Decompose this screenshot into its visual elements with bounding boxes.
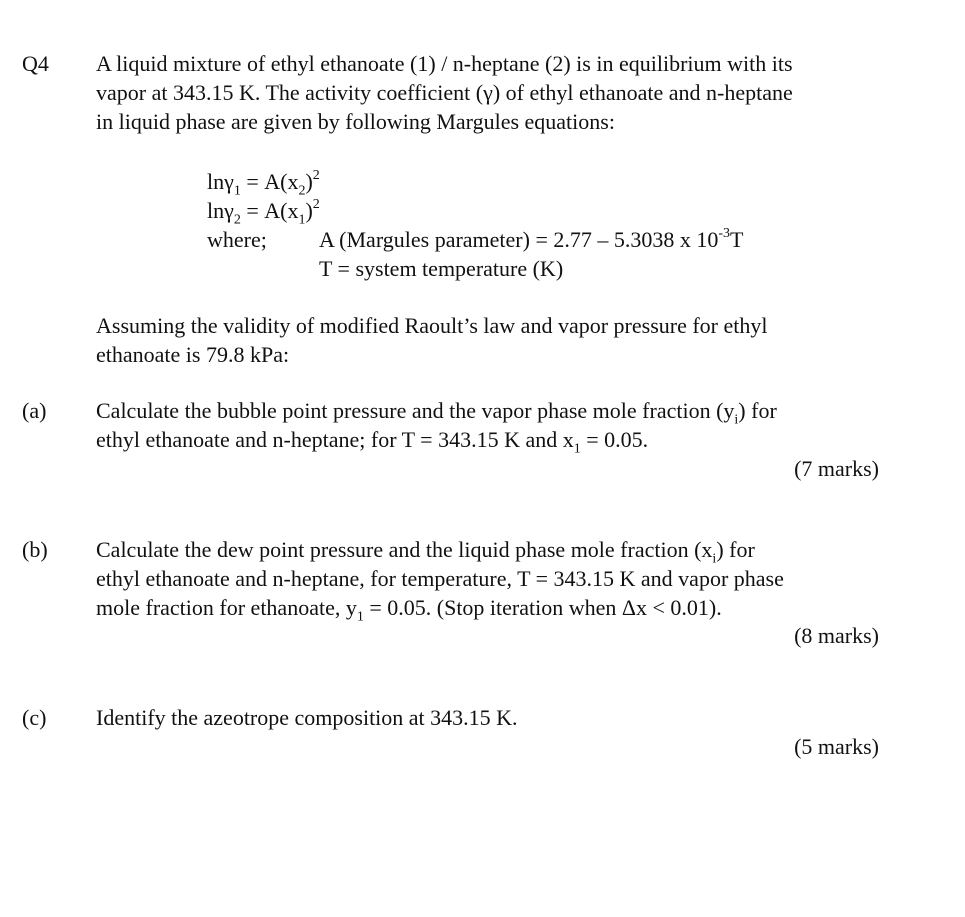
question-intro: [96, 49, 896, 136]
part-a-label: (a): [22, 398, 47, 423]
where-line-A: where; A (Margules parameter) = 2.77 – 5.3038 x $10^{-3}T$: [207, 225, 744, 252]
assumption: [96, 311, 896, 369]
intro-line-1: A liquid mixture of ethyl ethanoate (1) / n-heptane (2) is in equilibrium with its: [96, 51, 793, 76]
part-c-text: Identify the azeotrope composition at 343.15 K.: [96, 705, 518, 730]
part-a-text: Calculate the bubble point pressure and the vapor phase mole fraction $(y_i)$ for ethyl ethanoate and n-heptane; for T = 343.15 K and $x_1 = 0.05$.: [96, 398, 777, 457]
equation-1: $\ln\gamma_1 = A(x_2)^2$: [207, 167, 320, 199]
assumption-line-2: ethanoate is 79.8 kPa:: [96, 342, 290, 367]
question-number: Q4: [22, 51, 49, 76]
where-label: where;: [207, 227, 267, 252]
part-b-text: Calculate the dew point pressure and the liquid phase mole fraction $(x_i)$ for ethyl ethanoate and n-heptane, for temperature, T = 343.15 K and vapor phase mole fraction for ethanoate, $y_1 = 0.05$. (Stop iteration when Δx < 0.01).: [96, 537, 784, 625]
part-c-marks: (5 marks): [794, 734, 879, 759]
part-c-label: (c): [22, 705, 47, 730]
where-line-T: T = system temperature (K): [319, 256, 564, 281]
intro-line-3: in liquid phase are given by following Margules equations:: [96, 109, 615, 134]
equation-2: $\ln\gamma_2 = A(x_1)^2$: [207, 196, 320, 228]
part-b-marks: (8 marks): [794, 623, 879, 648]
assumption-line-1: Assuming the validity of modified Raoult’s law and vapor pressure for ethyl: [96, 313, 768, 338]
part-b-label: (b): [22, 537, 48, 562]
part-a-marks: (7 marks): [794, 456, 879, 481]
margules-equations: [207, 167, 847, 283]
intro-line-2: vapor at 343.15 K. The activity coefficient (γ) of ethyl ethanoate and n-heptane: [96, 80, 793, 105]
